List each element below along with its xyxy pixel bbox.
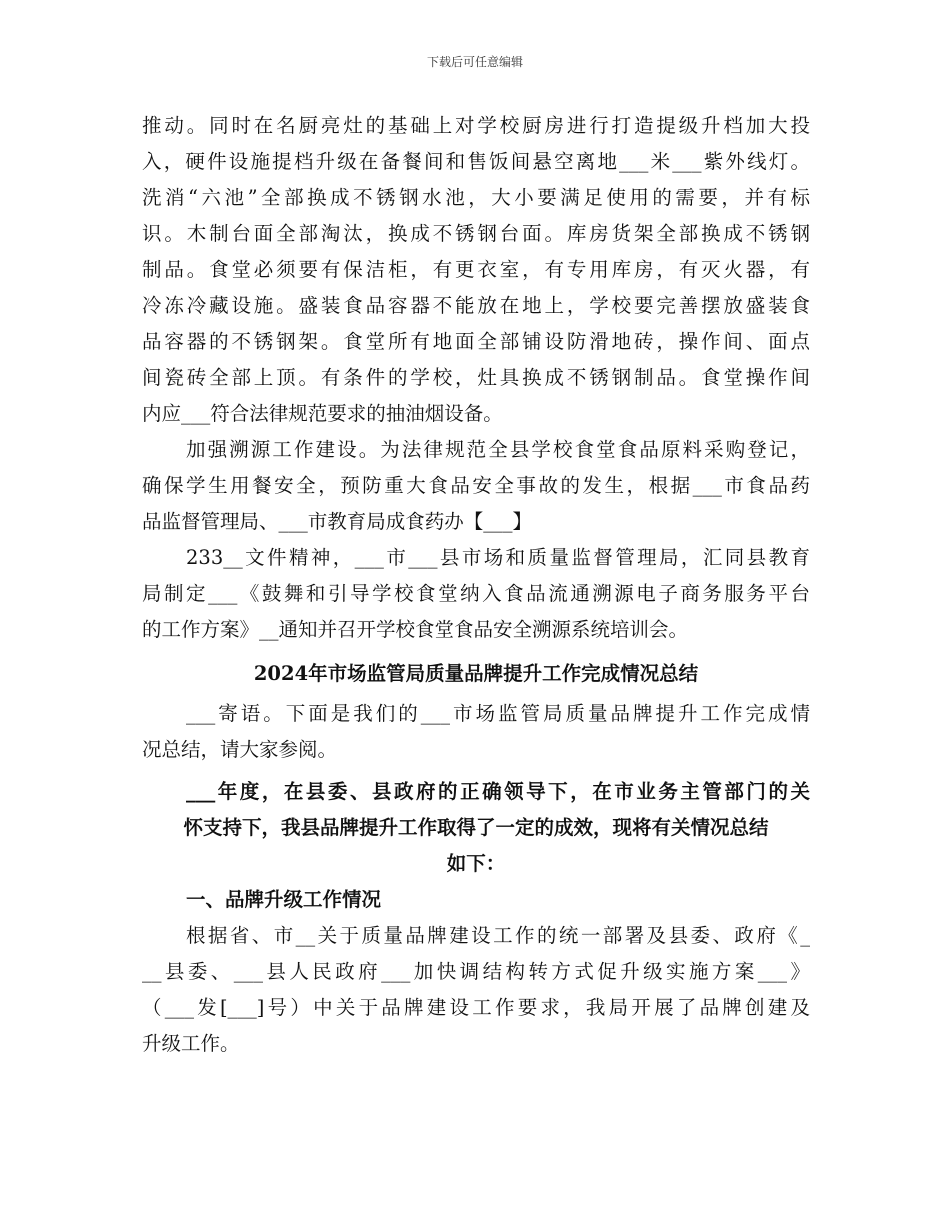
document-title: 2024年市场监管局质量品牌提升工作完成情况总结 bbox=[253, 662, 699, 685]
text-line: （___发[___]号）中关于品牌建设工作要求，我局开展了品牌创建及 bbox=[142, 996, 810, 1019]
text-line: 233__文件精神，___市___县市场和质量监督管理局，汇同县教育 bbox=[186, 546, 810, 569]
text-line: 冷冻冷藏设施。盛装食品容器不能放在地上，学校要完善摆放盛装食 bbox=[142, 294, 810, 317]
text-line: 推动。同时在名厨亮灶的基础上对学校厨房进行打造提级升档加大投 bbox=[142, 114, 810, 137]
text-line: __县委、___县人民政府___加快调结构转方式促升级实施方案___》 bbox=[142, 960, 810, 983]
header-note: 下载后可任意编辑 bbox=[426, 55, 523, 69]
text-line: 品监督管理局、___市教育局成食药办【___】 bbox=[142, 510, 533, 533]
text-line: 入，硬件设施提档升级在备餐间和售饭间悬空离地___米___紫外线灯。 bbox=[142, 150, 810, 173]
paragraph-traceability bbox=[142, 432, 810, 540]
text-line: 升级工作。 bbox=[142, 1032, 240, 1055]
document-body bbox=[142, 108, 810, 1062]
paragraph-document-reference bbox=[142, 540, 810, 648]
paragraph-intro bbox=[142, 696, 810, 768]
text-line: 品容器的不锈钢架。食堂所有地面全部铺设防滑地砖，操作间、面点 bbox=[142, 330, 810, 353]
text-line: 况总结，请大家参阅。 bbox=[142, 738, 338, 761]
text-line: 内应___符合法律规范要求的抽油烟设备。 bbox=[142, 402, 503, 425]
section-heading: 一、品牌升级工作情况 bbox=[186, 888, 382, 911]
paragraph-kitchen-upgrade bbox=[142, 108, 810, 432]
text-line: 识。木制台面全部淘汰，换成不锈钢台面。库房货架全部换成不锈钢 bbox=[142, 222, 810, 245]
text-line: ___年度，在县委、县政府的正确领导下，在市业务主管部门的关 bbox=[186, 780, 810, 803]
paragraph-summary-lead bbox=[142, 774, 810, 882]
text-line: 怀支持下，我县品牌提升工作取得了一定的成效，现将有关情况总结 bbox=[183, 816, 769, 839]
paragraph-brand-upgrade bbox=[142, 918, 810, 1062]
text-line: 加强溯源工作建设。为法律规范全县学校食堂食品原料采购登记， bbox=[186, 438, 810, 461]
text-line: ___寄语。下面是我们的___市场监管局质量品牌提升工作完成情 bbox=[186, 702, 810, 725]
text-line: 局制定___《鼓舞和引导学校食堂纳入食品流通溯源电子商务服务平台 bbox=[142, 582, 810, 605]
text-line: 根据省、市__关于质量品牌建设工作的统一部署及县委、政府《_ bbox=[186, 924, 810, 947]
text-line: 确保学生用餐安全，预防重大食品安全事故的发生，根据___市食品药 bbox=[142, 474, 810, 497]
text-line: 洗消“六池”全部换成不锈钢水池，大小要满足使用的需要，并有标 bbox=[142, 186, 810, 209]
text-line: 制品。食堂必须要有保洁柜，有更衣室，有专用库房，有灭火器，有 bbox=[142, 258, 810, 281]
text-line: 的工作方案》__通知并召开学校食堂食品安全溯源系统培训会。 bbox=[142, 618, 689, 641]
text-line: 如下： bbox=[446, 852, 506, 875]
text-line: 间瓷砖全部上顶。有条件的学校，灶具换成不锈钢制品。食堂操作间 bbox=[142, 366, 810, 389]
